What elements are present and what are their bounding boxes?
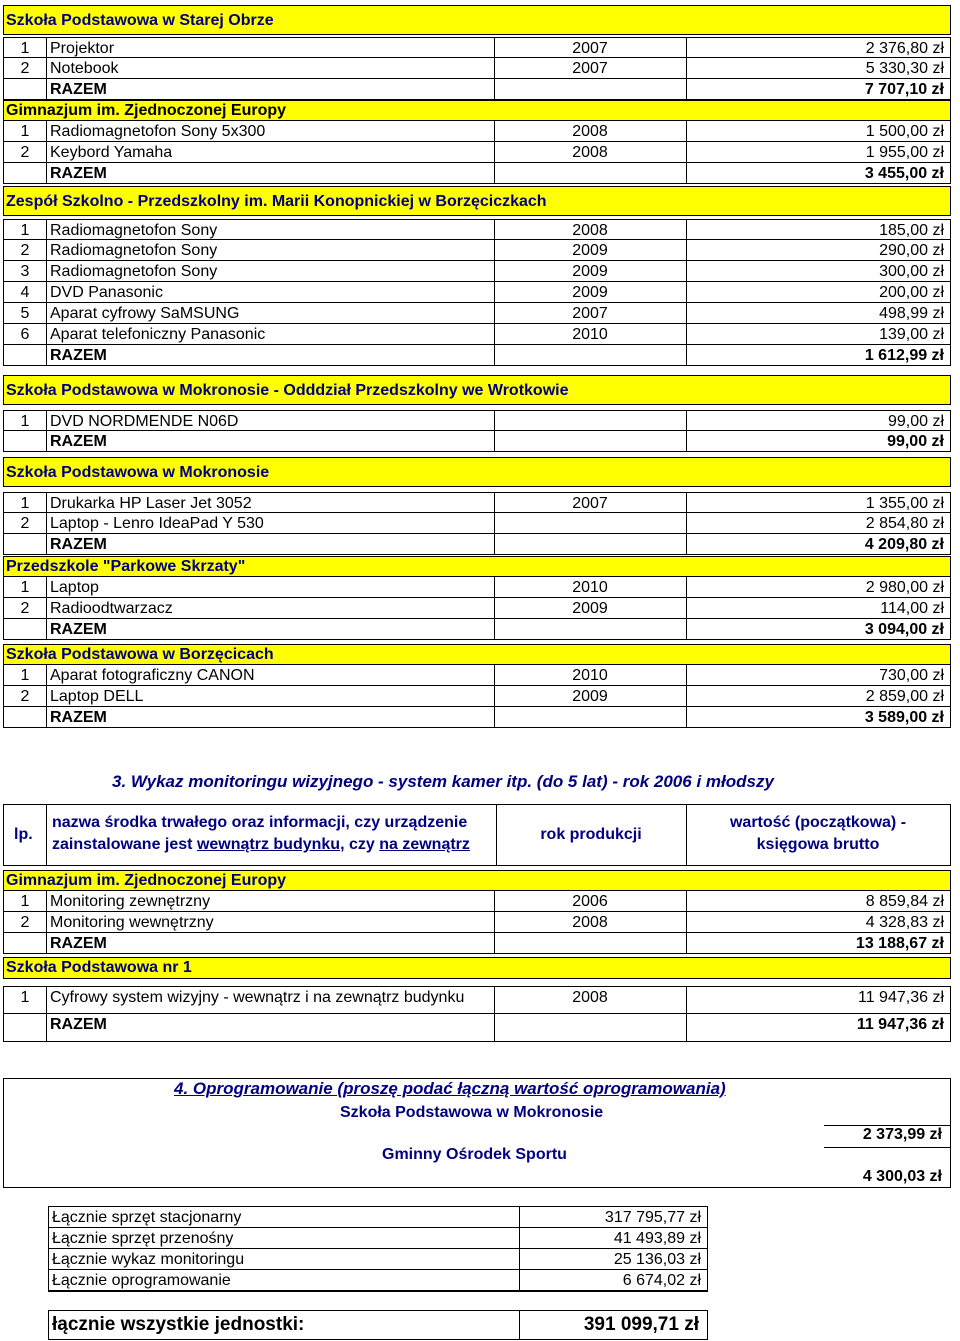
- cell-divider: [686, 345, 687, 365]
- cell-divider: [686, 324, 687, 344]
- cell-divider: [494, 577, 495, 597]
- total-row: [3, 534, 951, 555]
- cell-divider: [46, 707, 47, 727]
- table-row: [3, 665, 951, 686]
- table-row: [3, 577, 951, 598]
- razem-label: RAZEM: [50, 536, 107, 553]
- cell-divider: [494, 411, 495, 430]
- production-year: 2008: [572, 914, 608, 931]
- col-name-part: na zewnątrz: [379, 836, 470, 853]
- summary-row: [49, 1228, 707, 1249]
- row-number: 4: [20, 284, 30, 301]
- cell-divider: [494, 220, 495, 239]
- total-value: 1 612,99 zł: [864, 347, 944, 364]
- cell-divider: [686, 163, 687, 183]
- col-name-part: , czy: [340, 836, 380, 853]
- total-row: [3, 619, 951, 640]
- item-name: Monitoring zewnętrzny: [50, 893, 211, 910]
- row-number: 1: [20, 40, 30, 57]
- cell-divider: [494, 261, 495, 281]
- cell-divider: [494, 282, 495, 302]
- item-value: 114,00 zł: [880, 600, 944, 617]
- col-value-line1: wartość (początkowa) -: [729, 814, 907, 831]
- total-value: 99,00 zł: [887, 433, 944, 450]
- cell-divider: [494, 493, 495, 512]
- row-number: 6: [20, 326, 30, 343]
- summary-row: [49, 1249, 707, 1270]
- production-year: 2006: [572, 893, 608, 910]
- column-header-row: [3, 804, 951, 866]
- cell-divider: [494, 324, 495, 344]
- item-value: 4 328,83 zł: [865, 914, 944, 931]
- item-name: Laptop DELL: [50, 688, 144, 705]
- summary-row: [49, 1270, 707, 1291]
- total-value: 3 589,00 zł: [864, 709, 944, 726]
- cell-divider: [686, 282, 687, 302]
- total-value: 3 455,00 zł: [864, 165, 944, 182]
- cell-divider: [686, 912, 687, 932]
- total-row: [3, 345, 951, 366]
- total-value: 7 707,10 zł: [864, 81, 944, 98]
- production-year: 2009: [572, 242, 608, 259]
- total-value: 11 947,36 zł: [856, 1016, 944, 1033]
- cell-divider: [494, 686, 495, 706]
- cell-divider: [686, 38, 687, 57]
- row-number: 2: [20, 914, 30, 931]
- cell-divider: [46, 163, 47, 183]
- section-header: [3, 375, 951, 405]
- item-name: Aparat cyfrowy SaMSUNG: [50, 305, 240, 322]
- section-title: Szkoła Podstawowa w Borzęcicach: [6, 646, 274, 663]
- cell-divider: [686, 431, 687, 451]
- total-row: [3, 933, 951, 954]
- table-row: [3, 282, 951, 303]
- cell-divider: [494, 303, 495, 323]
- divider: [824, 1147, 950, 1148]
- section-title: Szkoła Podstawowa w Mokronosie - Odddział Przedszkolny we Wrotkowie: [6, 382, 569, 399]
- item-value: 5 330,30 zł: [865, 60, 944, 77]
- cell-divider: [494, 58, 495, 78]
- cell-divider: [46, 933, 47, 953]
- summary-label: Łącznie sprzęt przenośny: [52, 1230, 234, 1247]
- cell-divider: [494, 707, 495, 727]
- cell-divider: [46, 493, 47, 512]
- cell-divider: [686, 619, 687, 639]
- table-row: [3, 219, 951, 240]
- row-number: 2: [20, 600, 30, 617]
- cell-divider: [686, 493, 687, 512]
- cell-divider: [494, 665, 495, 685]
- cell-divider: [46, 577, 47, 597]
- cell-divider: [494, 933, 495, 953]
- section-header: [3, 100, 951, 121]
- item-value: 2 854,80 zł: [865, 515, 944, 532]
- cell-divider: [686, 686, 687, 706]
- col-year: rok produkcji: [540, 826, 642, 843]
- section-4-heading: 4. Oprogramowanie (proszę podać łączną wartość oprogramowania): [174, 1079, 726, 1098]
- cell-divider: [686, 665, 687, 685]
- summary-value: 317 795,77 zł: [604, 1209, 701, 1226]
- cell-divider: [686, 411, 687, 430]
- row-number: 2: [20, 688, 30, 705]
- cell-divider: [46, 240, 47, 260]
- section-title: Zespół Szkolno - Przedszkolny im. Marii Konopnickiej w Borzęciczkach: [6, 193, 547, 210]
- production-year: 2007: [572, 305, 608, 322]
- cell-divider: [494, 163, 495, 183]
- software-section: [3, 1078, 951, 1188]
- cell-divider: [494, 79, 495, 99]
- section-title: Gimnazjum im. Zjednoczonej Europy: [6, 102, 287, 119]
- table-row: [3, 410, 951, 431]
- production-year: 2009: [572, 263, 608, 280]
- row-number: 1: [20, 123, 30, 140]
- item-value: 730,00 zł: [879, 667, 944, 684]
- item-value: 2 376,80 zł: [865, 40, 944, 57]
- cell-divider: [494, 38, 495, 57]
- cell-divider: [686, 598, 687, 618]
- production-year: 2007: [572, 495, 608, 512]
- cell-divider: [686, 1014, 687, 1041]
- cell-divider: [494, 345, 495, 365]
- table-row: [3, 492, 951, 513]
- cell-divider: [46, 58, 47, 78]
- production-year: 2007: [572, 60, 608, 77]
- section-header: [3, 644, 951, 665]
- section-header: [3, 870, 951, 891]
- production-year: 2010: [572, 667, 608, 684]
- cell-divider: [686, 987, 687, 1013]
- item-name: DVD Panasonic: [50, 284, 163, 301]
- cell-divider: [46, 1014, 47, 1041]
- cell-divider: [46, 534, 47, 554]
- cell-divider: [46, 345, 47, 365]
- cell-divider: [686, 79, 687, 99]
- cell-divider: [494, 912, 495, 932]
- production-year: 2008: [572, 144, 608, 161]
- col-name-part: wewnątrz budynku: [196, 836, 341, 853]
- cell-divider: [686, 933, 687, 953]
- total-value: 3 094,00 zł: [864, 621, 944, 638]
- cell-divider: [46, 324, 47, 344]
- row-number: 1: [20, 413, 30, 430]
- item-name: Monitoring wewnętrzny: [50, 914, 214, 931]
- cell-divider: [46, 220, 47, 239]
- section-title: Szkoła Podstawowa w Mokronosie: [6, 464, 270, 481]
- cell-divider: [46, 38, 47, 57]
- section-title: Gimnazjum im. Zjednoczonej Europy: [6, 872, 287, 889]
- table-row: [3, 121, 951, 142]
- table-row: [3, 598, 951, 619]
- production-year: 2010: [572, 326, 608, 343]
- razem-label: RAZEM: [50, 709, 107, 726]
- section-title: Szkoła Podstawowa w Starej Obrze: [6, 12, 274, 29]
- item-value: 99,00 zł: [887, 413, 944, 430]
- cell-divider: [46, 282, 47, 302]
- row-number: 1: [20, 893, 30, 910]
- item-name: Radioodtwarzacz: [50, 600, 173, 617]
- table-row: [3, 324, 951, 345]
- item-value: 11 947,36 zł: [858, 989, 944, 1006]
- total-row: [3, 79, 951, 100]
- cell-divider: [686, 240, 687, 260]
- item-value: 1 955,00 zł: [865, 144, 944, 161]
- production-year: 2010: [572, 579, 608, 596]
- summary-label: Łącznie sprzęt stacjonarny: [52, 1209, 242, 1226]
- production-year: 2009: [572, 688, 608, 705]
- summary-value: 25 136,03 zł: [613, 1251, 701, 1268]
- item-name: Projektor: [50, 40, 115, 57]
- razem-label: RAZEM: [50, 347, 107, 364]
- cell-divider: [494, 891, 495, 911]
- production-year: 2009: [572, 600, 608, 617]
- cell-divider: [46, 303, 47, 323]
- section-3-heading: 3. Wykaz monitoringu wizyjnego - system kamer itp. (do 5 lat) - rok 2006 i młodszy: [112, 772, 774, 791]
- item-name: Radiomagnetofon Sony: [50, 242, 218, 259]
- table-row: [3, 303, 951, 324]
- cell-divider: [494, 987, 495, 1013]
- row-number: 2: [20, 60, 30, 77]
- section-header: [3, 957, 951, 979]
- summary-table: [48, 1206, 708, 1292]
- item-name: Radiomagnetofon Sony 5x300: [50, 123, 266, 140]
- razem-label: RAZEM: [50, 1016, 107, 1033]
- total-value: 13 188,67 zł: [855, 935, 944, 952]
- item-name: Keybord Yamaha: [50, 144, 173, 161]
- total-row: [3, 707, 951, 728]
- cell-divider: [686, 303, 687, 323]
- total-row: [3, 163, 951, 184]
- item-value: 8 859,84 zł: [865, 893, 944, 910]
- item-value: 139,00 zł: [879, 326, 944, 343]
- cell-divider: [494, 121, 495, 141]
- item-name: Laptop - Lenro IdeaPad Y 530: [50, 515, 264, 532]
- razem-label: RAZEM: [50, 433, 107, 450]
- cell-divider: [46, 598, 47, 618]
- cell-divider: [686, 58, 687, 78]
- divider: [824, 1125, 950, 1126]
- item-name: Laptop: [50, 579, 99, 596]
- summary-value: 6 674,02 zł: [622, 1272, 701, 1289]
- col-value-line2: księgowa brutto: [756, 836, 880, 853]
- razem-label: RAZEM: [50, 165, 107, 182]
- cell-divider: [686, 220, 687, 239]
- cell-divider: [686, 534, 687, 554]
- row-number: 2: [20, 144, 30, 161]
- item-value: 185,00 zł: [879, 222, 944, 239]
- item-name: Radiomagnetofon Sony: [50, 263, 218, 280]
- item-value: 2 980,00 zł: [865, 579, 944, 596]
- item-value: 498,99 zł: [879, 305, 944, 322]
- row-number: 1: [20, 495, 30, 512]
- software-value-1: 2 373,99 zł: [862, 1126, 942, 1143]
- cell-divider: [46, 431, 47, 451]
- item-name: Drukarka HP Laser Jet 3052: [50, 495, 252, 512]
- summary-value: 41 493,89 zł: [613, 1230, 701, 1247]
- cell-divider: [46, 805, 47, 865]
- total-row: [3, 1014, 951, 1042]
- cell-divider: [46, 891, 47, 911]
- item-name: Notebook: [50, 60, 119, 77]
- cell-divider: [46, 142, 47, 162]
- row-number: 1: [20, 222, 30, 239]
- cell-divider: [494, 513, 495, 533]
- row-number: 2: [20, 515, 30, 532]
- table-row: [3, 240, 951, 261]
- cell-divider: [686, 261, 687, 281]
- table-row: [3, 58, 951, 79]
- section-header: [3, 556, 951, 577]
- cell-divider: [46, 987, 47, 1013]
- cell-divider: [686, 891, 687, 911]
- item-name: Radiomagnetofon Sony: [50, 222, 218, 239]
- cell-divider: [46, 261, 47, 281]
- table-row: [3, 37, 951, 58]
- cell-divider: [46, 619, 47, 639]
- cell-divider: [686, 513, 687, 533]
- table-row: [3, 142, 951, 163]
- item-name: Aparat telefoniczny Panasonic: [50, 326, 266, 343]
- cell-divider: [46, 79, 47, 99]
- cell-divider: [494, 240, 495, 260]
- table-row: [3, 986, 951, 1014]
- software-unit-1: Szkoła Podstawowa w Mokronosie: [340, 1104, 604, 1121]
- cell-divider: [494, 598, 495, 618]
- item-value: 2 859,00 zł: [865, 688, 944, 705]
- table-row: [3, 891, 951, 912]
- section-title: Szkoła Podstawowa nr 1: [6, 959, 192, 976]
- summary-label: Łącznie oprogramowanie: [52, 1272, 231, 1289]
- item-value: 290,00 zł: [879, 242, 944, 259]
- row-number: 1: [20, 667, 30, 684]
- cell-divider: [686, 121, 687, 141]
- cell-divider: [46, 912, 47, 932]
- row-number: 3: [20, 263, 30, 280]
- item-value: 200,00 zł: [879, 284, 944, 301]
- item-value: 300,00 zł: [879, 263, 944, 280]
- summary-row: [49, 1207, 707, 1228]
- col-name-line1: nazwa środka trwałego oraz informacji, czy urządzenie: [52, 814, 468, 831]
- cell-divider: [494, 431, 495, 451]
- cell-divider: [494, 619, 495, 639]
- col-lp: lp.: [14, 826, 33, 843]
- col-name-part: zainstalowane jest: [52, 836, 197, 853]
- section-header: [3, 457, 951, 487]
- production-year: 2008: [572, 989, 608, 1006]
- grand-total: [48, 1310, 708, 1340]
- item-name: DVD NORDMENDE N06D: [50, 413, 239, 430]
- production-year: 2009: [572, 284, 608, 301]
- table-row: [3, 912, 951, 933]
- production-year: 2007: [572, 40, 608, 57]
- item-name: Cyfrowy system wizyjny - wewnątrz i na zewnątrz budynku: [50, 989, 465, 1006]
- grand-total-label: łącznie wszystkie jednostki:: [52, 1314, 305, 1335]
- section-header: [3, 5, 951, 35]
- row-number: 5: [20, 305, 30, 322]
- row-number: 1: [20, 579, 30, 596]
- razem-label: RAZEM: [50, 935, 107, 952]
- razem-label: RAZEM: [50, 621, 107, 638]
- cell-divider: [46, 686, 47, 706]
- table-row: [3, 513, 951, 534]
- cell-divider: [686, 142, 687, 162]
- cell-divider: [494, 534, 495, 554]
- table-row: [3, 261, 951, 282]
- item-value: 1 355,00 zł: [865, 495, 944, 512]
- table-row: [3, 686, 951, 707]
- row-number: 1: [20, 989, 30, 1006]
- razem-label: RAZEM: [50, 81, 107, 98]
- item-name: Aparat fotograficzny CANON: [50, 667, 255, 684]
- row-number: 2: [20, 242, 30, 259]
- total-value: 4 209,80 zł: [864, 536, 944, 553]
- cell-divider: [46, 513, 47, 533]
- total-row: [3, 431, 951, 452]
- software-unit-2: Gminny Ośrodek Sportu: [382, 1146, 567, 1163]
- section-header: [3, 186, 951, 216]
- production-year: 2008: [572, 222, 608, 239]
- cell-divider: [519, 1311, 520, 1339]
- item-value: 1 500,00 zł: [865, 123, 944, 140]
- cell-divider: [494, 142, 495, 162]
- cell-divider: [494, 1014, 495, 1041]
- col-name-line2: [52, 835, 470, 854]
- cell-divider: [46, 665, 47, 685]
- software-value-2: 4 300,03 zł: [862, 1168, 942, 1185]
- grand-total-value: 391 099,71 zł: [583, 1314, 699, 1335]
- cell-divider: [46, 411, 47, 430]
- cell-divider: [686, 707, 687, 727]
- summary-label: Łącznie wykaz monitoringu: [52, 1251, 245, 1268]
- cell-divider: [46, 121, 47, 141]
- cell-divider: [686, 577, 687, 597]
- production-year: 2008: [572, 123, 608, 140]
- section-title: Przedszkole "Parkowe Skrzaty": [6, 558, 246, 575]
